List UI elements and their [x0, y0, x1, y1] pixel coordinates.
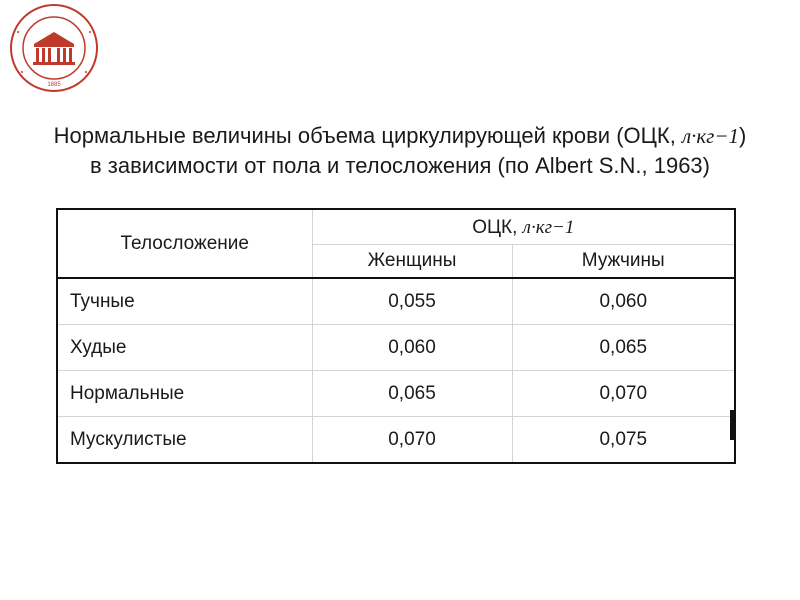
header-women: Женщины — [312, 245, 512, 279]
table-edge-mark — [730, 410, 734, 440]
title-line-1 — [0, 121, 800, 151]
row-label: Худые — [57, 325, 312, 371]
title-line-1-text: Нормальные величины объема циркулирующей крови (ОЦК, — [53, 123, 682, 148]
men-value: 0,065 — [512, 325, 735, 371]
men-value: 0,060 — [512, 278, 735, 325]
header-ock-label: ОЦК, — [472, 217, 523, 238]
header-ock — [312, 209, 735, 245]
table-row — [57, 325, 735, 371]
row-label: Тучные — [57, 278, 312, 325]
table-row — [57, 371, 735, 417]
men-value: 0,075 — [512, 417, 735, 464]
table-row — [57, 417, 735, 464]
men-value: 0,070 — [512, 371, 735, 417]
logo-year: 1885 — [47, 82, 61, 88]
header-men: Мужчины — [512, 245, 735, 279]
blood-volume-table — [56, 208, 736, 464]
title-unit: л·кг−1 — [681, 124, 740, 148]
title-line-1-end: ) — [739, 123, 747, 148]
women-value: 0,055 — [312, 278, 512, 325]
header-ock-unit: л·кг−1 — [522, 217, 575, 238]
row-label: Мускулистые — [57, 417, 312, 464]
table-row — [57, 278, 735, 325]
women-value: 0,070 — [312, 417, 512, 464]
header-body-type: Телосложение — [57, 209, 312, 278]
row-label: Нормальные — [57, 371, 312, 417]
women-value: 0,060 — [312, 325, 512, 371]
academy-logo — [8, 2, 100, 94]
women-value: 0,065 — [312, 371, 512, 417]
title-line-2: в зависимости от пола и телосложения (по Albert S.N., 1963) — [89, 153, 710, 178]
slide-title — [0, 121, 800, 181]
